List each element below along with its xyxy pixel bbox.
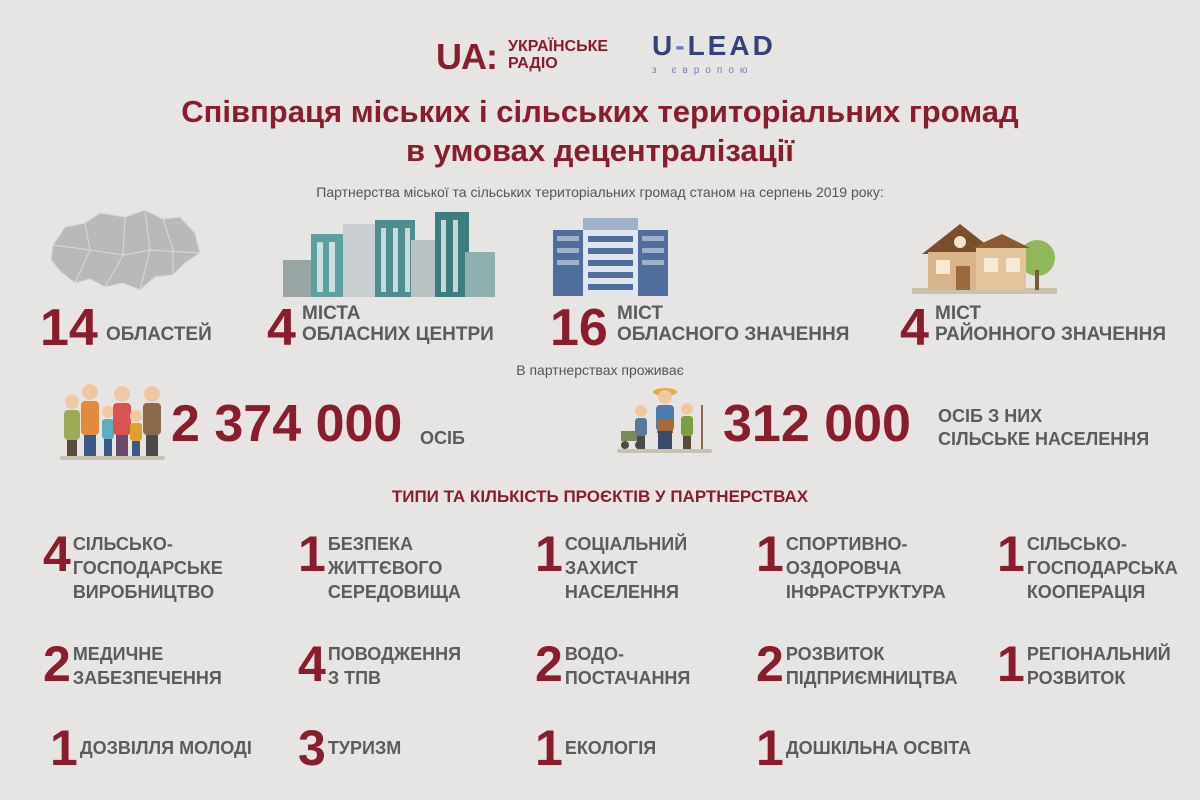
project-item: 2 РОЗВИТОК ПІДПРИЄМНИЦТВА (756, 636, 958, 692)
project-item: 1 ДОЗВІЛЛЯ МОЛОДІ (50, 720, 252, 776)
ulead-logo (652, 30, 802, 80)
project-item: 1 СОЦІАЛЬНИЙ ЗАХИСТ НАСЕЛЕННЯ (535, 526, 688, 602)
population-rural-label: ОСІБ З НИХ СІЛЬСЬКЕ НАСЕЛЕННЯ (938, 406, 1150, 449)
stat-regions-label: ОБЛАСТЕЙ (106, 324, 212, 345)
ua-logo-text: УКРАЇНСЬКЕ РАДІО (508, 38, 608, 72)
project-item: 1 ДОШКІЛЬНА ОСВІТА (756, 720, 972, 776)
project-item: 3 ТУРИЗМ (298, 720, 402, 776)
ulead-logo-mark: U-LEAD (652, 30, 776, 61)
house-icon (912, 222, 1057, 294)
building-icon (553, 218, 668, 296)
project-item: 1 БЕЗПЕКА ЖИТТЄВОГО СЕРЕДОВИЩА (298, 526, 461, 602)
population-total-label: ОСІБ (420, 428, 465, 448)
project-item: 4 СІЛЬСЬКО- ГОСПОДАРСЬКЕ ВИРОБНИЦТВО (43, 526, 223, 602)
project-item: 1 СПОРТИВНО- ОЗДОРОВЧА ІНФРАСТРУКТУРА (756, 526, 946, 602)
ua-logo-mark: UA: (436, 36, 497, 77)
project-item: 4 ПОВОДЖЕННЯ З ТПВ (298, 636, 462, 692)
ukrainian-radio-logo (436, 36, 636, 76)
project-item: 1 СІЛЬСЬКО- ГОСПОДАРСЬКА КООПЕРАЦІЯ (997, 526, 1178, 602)
stat-oblast-centers-value: 4 (267, 299, 296, 357)
page-subtitle: Партнерства міської та сільських територіальних громад станом на серпень 2019 року: (316, 184, 884, 200)
ukraine-map-icon (45, 205, 205, 300)
family-icon (60, 380, 165, 460)
stat-district-cities-value: 4 (900, 299, 929, 357)
project-item: 2 МЕДИЧНЕ ЗАБЕЗПЕЧЕННЯ (43, 636, 222, 692)
population-rural-value: 312 000 (723, 395, 911, 453)
project-item: 2 ВОДО- ПОСТАЧАННЯ (535, 636, 691, 692)
project-item: 1 РЕГІОНАЛЬНИЙ РОЗВИТОК (997, 636, 1171, 692)
population-note: В партнерствах проживає (516, 362, 684, 378)
farmers-icon (617, 385, 712, 453)
stat-regions-value: 14 (40, 299, 98, 357)
stat-district-cities-label: МІСТ РАЙОННОГО ЗНАЧЕННЯ (935, 303, 1166, 345)
projects-title: ТИПИ ТА КІЛЬКІСТЬ ПРОЄКТІВ У ПАРТНЕРСТВАХ (391, 487, 809, 506)
population-total-value: 2 374 000 (171, 395, 403, 453)
page-title: Співпраця міських і сільських територіальних громад в умовах децентралізації (181, 94, 1019, 168)
stat-oblast-cities-label: МІСТ ОБЛАСНОГО ЗНАЧЕННЯ (617, 303, 850, 345)
city-skyline-icon (283, 212, 495, 297)
project-item: 1 ЕКОЛОГІЯ (535, 720, 657, 776)
stat-oblast-centers-label: МІСТА ОБЛАСНИХ ЦЕНТРИ (302, 303, 494, 345)
stat-oblast-cities-value: 16 (550, 299, 608, 357)
ulead-logo-subtitle: з європою (652, 65, 754, 76)
